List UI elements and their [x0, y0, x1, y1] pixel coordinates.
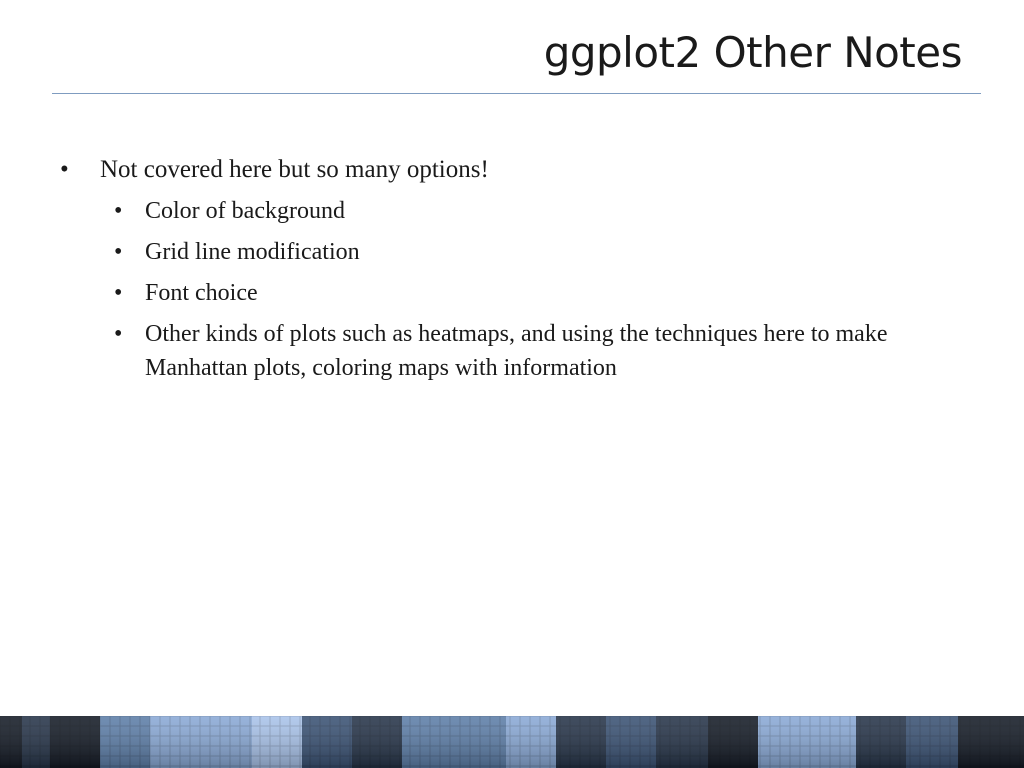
sub-bullet-text: Other kinds of plots such as heatmaps, and using the techniques here to make Manhattan plots, coloring maps with information	[145, 321, 888, 381]
sub-bullet-text: Font choice	[145, 280, 258, 306]
sub-bullet-item	[114, 194, 945, 228]
bullet-marker: •	[60, 156, 69, 183]
sub-bullet-item	[114, 276, 945, 310]
sub-bullet-list	[0, 194, 1024, 385]
footer-pattern	[0, 716, 1024, 768]
bullet-marker: •	[114, 321, 123, 347]
decorative-footer-band	[0, 716, 1024, 768]
bullet-marker: •	[114, 198, 123, 224]
bullet-text: Not covered here but so many options!	[100, 156, 489, 183]
title-divider	[52, 93, 981, 94]
sub-bullet-text: Color of background	[145, 198, 345, 224]
sub-bullet-item	[114, 235, 945, 269]
bullet-item	[60, 152, 1024, 188]
slide-title: ggplot2 Other Notes	[543, 28, 962, 77]
sub-bullet-item	[114, 317, 945, 385]
bullet-marker: •	[114, 239, 123, 265]
bullet-marker: •	[114, 280, 123, 306]
slide-body	[0, 152, 1024, 392]
sub-bullet-text: Grid line modification	[145, 239, 360, 265]
